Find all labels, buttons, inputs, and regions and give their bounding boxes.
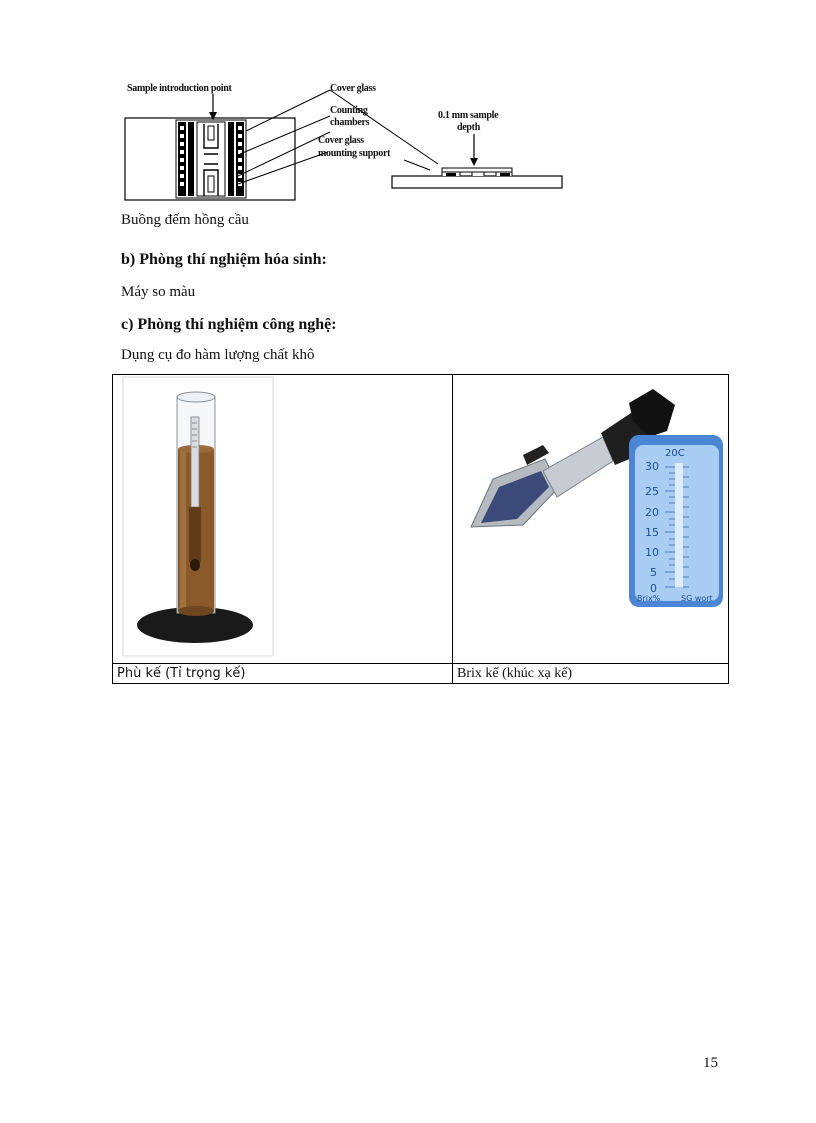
table-caption-row: [113, 664, 729, 684]
scale-tick-15: 15: [645, 526, 659, 539]
table-image-row: [113, 375, 729, 664]
scale-tick-20: 20: [645, 506, 659, 519]
refractometer-cell: [453, 375, 729, 664]
scale-tick-10: 10: [645, 546, 659, 559]
scale-bottom-left-label: Brix%: [637, 594, 661, 603]
diagram-caption: Buồng đếm hồng cầu: [121, 212, 249, 228]
scale-tick-0: 0: [650, 582, 657, 595]
heading-section-c: c) Phòng thí nghiệm công nghệ:: [121, 316, 337, 333]
section-c-text: Dụng cụ đo hàm lượng chất khô: [121, 347, 315, 363]
label-sample-depth-line1: 0.1 mm sample: [438, 110, 499, 121]
scale-tick-30: 30: [645, 460, 659, 473]
instruments-table: [112, 374, 729, 684]
hydrometer-image: [113, 375, 453, 658]
label-mounting-support-line1: Cover glass: [318, 135, 364, 146]
heading-section-b: b) Phòng thí nghiệm hóa sinh:: [121, 251, 327, 268]
hydrometer-cell: [113, 375, 453, 664]
hydrometer-caption: Phù kế (Tỉ trọng kế): [113, 664, 453, 684]
page-number: 15: [703, 1055, 718, 1071]
label-mounting-support-line2: mounting support: [318, 148, 391, 159]
scale-panel: [629, 435, 723, 607]
refractometer-caption: Brix kế (khúc xạ kế): [453, 664, 729, 684]
scale-tick-25: 25: [645, 485, 659, 498]
label-sample-depth-line2: depth: [457, 122, 480, 133]
scale-top-label: 20C: [665, 448, 685, 459]
refractometer-image: [453, 375, 729, 658]
label-sample-introduction-point: Sample introduction point: [127, 83, 232, 94]
hemocytometer-diagram: [120, 76, 580, 216]
label-cover-glass: Cover glass: [330, 83, 376, 94]
side-view: [392, 168, 562, 188]
counting-chamber-block: [176, 120, 246, 198]
scale-bottom-right-label: SG wort: [681, 594, 713, 603]
label-counting-chambers-line1: Counting: [330, 105, 368, 116]
scale-tick-5: 5: [650, 566, 657, 579]
section-b-text: Máy so màu: [121, 284, 196, 300]
label-counting-chambers-line2: chambers: [330, 117, 370, 128]
